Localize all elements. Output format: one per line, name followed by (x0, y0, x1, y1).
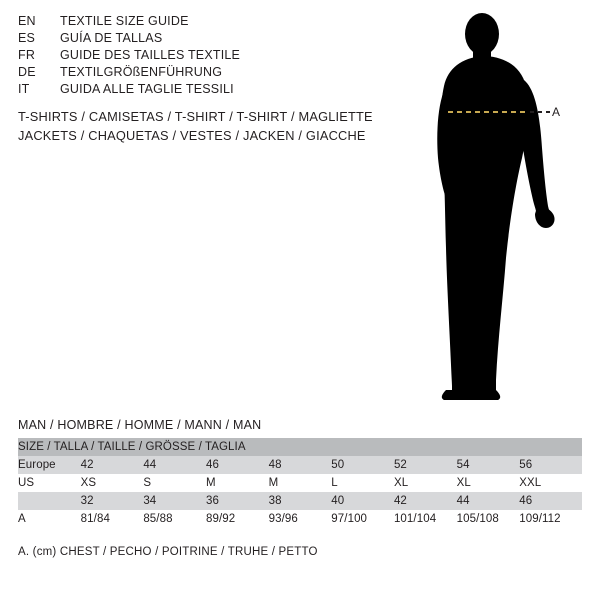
language-row-it (18, 82, 378, 99)
cell-usnum-3: 38 (268, 495, 282, 507)
measure-label-a: A (552, 105, 561, 119)
table-row (18, 474, 582, 492)
language-text-fr: GUIDE DES TAILLES TEXTILE (60, 48, 241, 62)
language-text-es: GUÍA DE TALLAS (60, 31, 163, 45)
cell-europe-0: 42 (80, 459, 94, 471)
language-row-en (18, 14, 378, 31)
table-header-label: SIZE / TALLA / TAILLE / GRÖSSE / TAGLIA (18, 441, 246, 453)
cell-europe-3: 48 (268, 459, 282, 471)
cell-usnum-0: 32 (80, 495, 94, 507)
cell-a-1: 85/88 (143, 513, 173, 525)
language-header-block (18, 14, 378, 99)
cell-usnum-2: 36 (205, 495, 219, 507)
cell-europe-1: 44 (143, 459, 157, 471)
cell-a-4: 97/100 (331, 513, 368, 525)
row-label-us-numeric (18, 492, 81, 510)
cell-us-5: XL (393, 477, 409, 489)
cell-us-1: S (143, 477, 152, 489)
cell-usnum-6: 44 (456, 495, 470, 507)
cell-usnum-7: 46 (519, 495, 533, 507)
cell-europe-6: 54 (456, 459, 470, 471)
category-jackets: JACKETS / CHAQUETAS / VESTES / JACKEN / GIACCHE (18, 128, 366, 143)
cell-us-7: XXL (519, 477, 542, 489)
language-code-de: DE (18, 65, 36, 79)
language-code-es: ES (18, 31, 36, 45)
cell-a-5: 101/104 (393, 513, 437, 525)
language-row-es (18, 31, 378, 48)
cell-a-3: 93/96 (268, 513, 298, 525)
cell-a-6: 105/108 (456, 513, 499, 525)
cell-usnum-4: 40 (331, 495, 345, 507)
language-row-de (18, 65, 378, 82)
row-label-us: US (18, 477, 35, 489)
cell-a-0: 81/84 (80, 513, 110, 525)
cell-europe-2: 46 (205, 459, 219, 471)
cell-us-0: XS (80, 477, 97, 489)
language-text-en: TEXTILE SIZE GUIDE (60, 14, 189, 28)
language-code-it: IT (18, 82, 30, 96)
cell-us-2: M (205, 477, 216, 489)
category-block (18, 109, 438, 147)
cell-europe-5: 52 (393, 459, 407, 471)
size-table (18, 438, 582, 528)
language-text-it: GUIDA ALLE TAGLIE TESSILI (60, 82, 234, 96)
table-row (18, 510, 582, 528)
man-silhouette-figure (400, 8, 600, 408)
size-table-section (18, 418, 582, 528)
row-label-a: A (18, 513, 26, 525)
language-row-fr (18, 48, 378, 65)
cell-us-4: L (331, 477, 338, 489)
table-title: MAN / HOMBRE / HOMME / MANN / MAN (18, 418, 262, 432)
cell-us-6: XL (456, 477, 471, 489)
cell-usnum-5: 42 (393, 495, 407, 507)
table-row (18, 456, 582, 474)
table-row (18, 492, 582, 510)
row-label-europe: Europe (18, 459, 56, 471)
language-text-de: TEXTILGRÖßENFÜHRUNG (60, 65, 223, 79)
cell-us-3: M (268, 477, 279, 489)
cell-usnum-1: 34 (143, 495, 157, 507)
cell-europe-4: 50 (331, 459, 345, 471)
language-code-fr: FR (18, 48, 36, 62)
measure-pointer-dashes (530, 111, 550, 113)
cell-europe-7: 56 (519, 459, 533, 471)
category-tshirts: T-SHIRTS / CAMISETAS / T-SHIRT / T-SHIRT / MAGLIETTE (18, 109, 373, 124)
table-header-row (18, 438, 582, 456)
cell-a-7: 109/112 (519, 513, 561, 525)
language-code-en: EN (18, 14, 36, 28)
cell-a-2: 89/92 (205, 513, 236, 525)
footnote-chest-measure: A. (cm) CHEST / PECHO / POITRINE / TRUHE / PETTO (18, 546, 318, 558)
